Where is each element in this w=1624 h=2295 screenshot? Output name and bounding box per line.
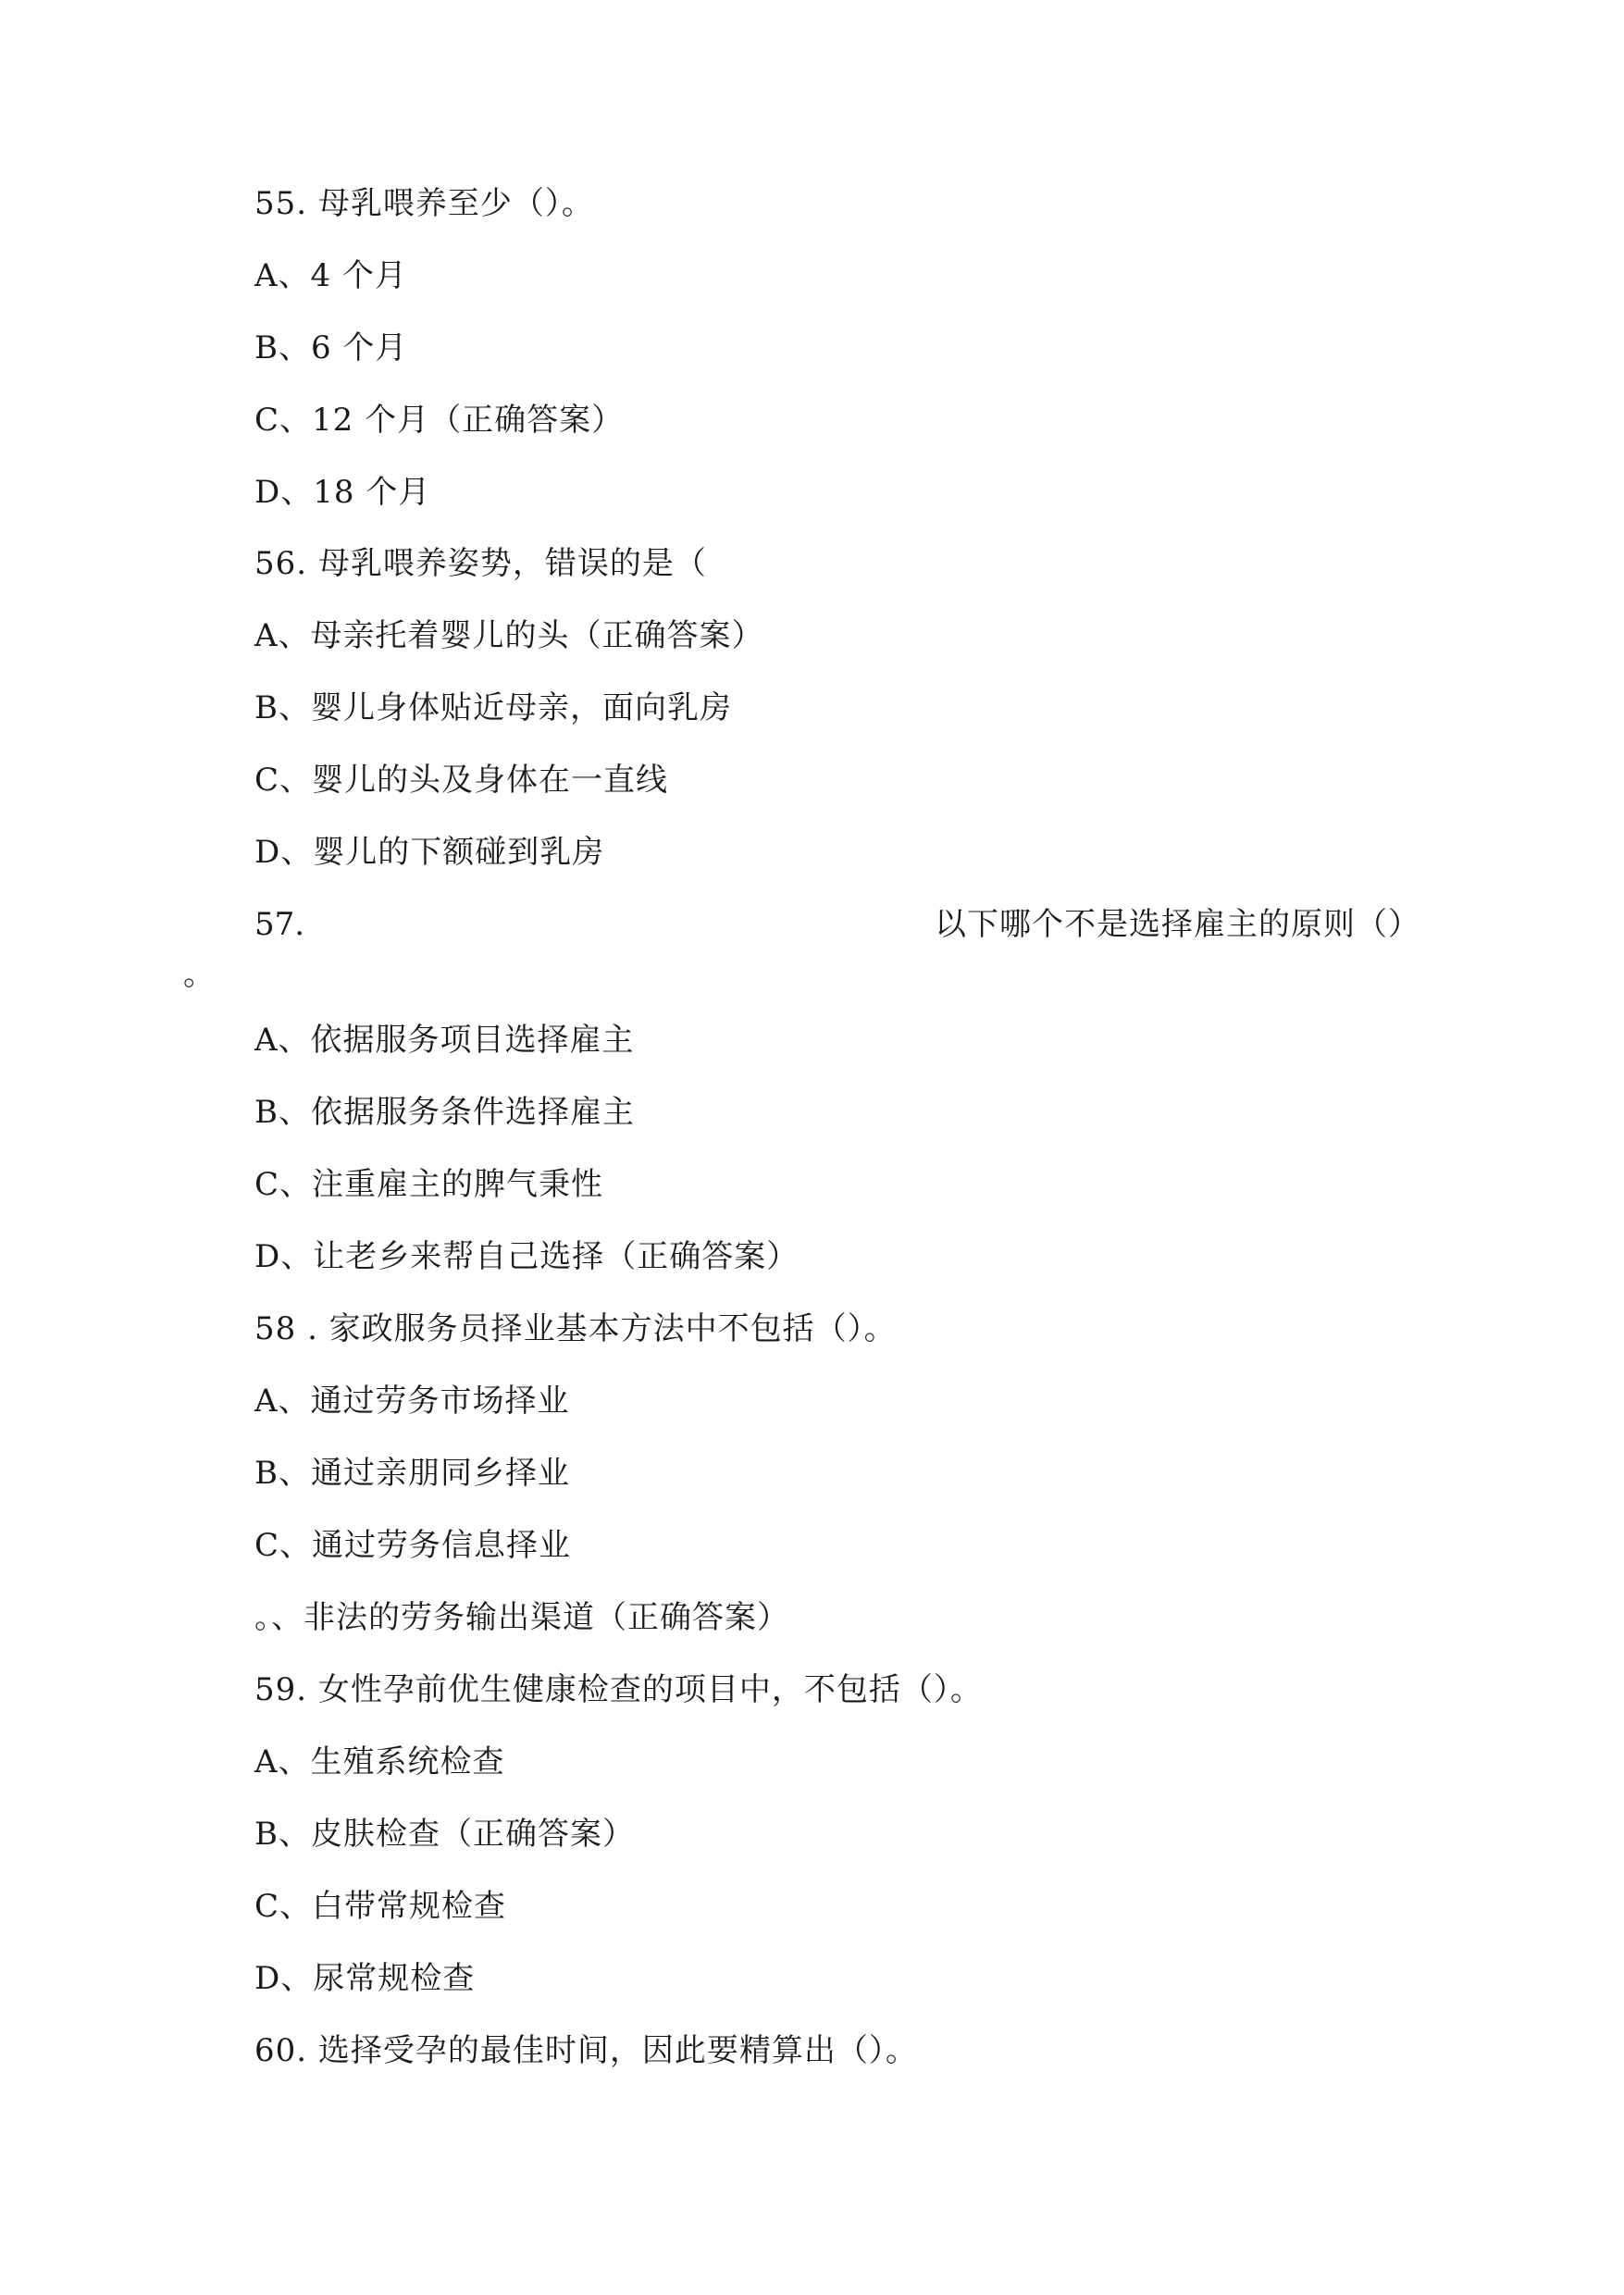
option-59-b: B、皮肤检查（正确答案） bbox=[254, 1816, 635, 1853]
option-57-a: A、依据服务项目选择雇主 bbox=[254, 1022, 635, 1059]
question-60: 60. 选择受孕的最佳时间，因此要精算出（）。 bbox=[254, 2032, 918, 2069]
option-59-d: D、尿常规检查 bbox=[254, 1960, 476, 1997]
option-55-d: D、18 个月 bbox=[254, 474, 431, 511]
option-57-d: D、让老乡来帮自己选择（正确答案） bbox=[254, 1238, 800, 1275]
option-55-c: C、12 个月（正确答案） bbox=[254, 402, 625, 439]
question-55: 55. 母乳喂养至少（）。 bbox=[254, 185, 594, 222]
option-56-d: D、婴儿的下额碰到乳房 bbox=[254, 834, 605, 871]
option-57-b: B、依据服务条件选择雇主 bbox=[254, 1094, 635, 1131]
option-57-c: C、注重雇主的脾气秉性 bbox=[254, 1166, 604, 1203]
option-56-a: A、母亲托着婴儿的头（正确答案） bbox=[254, 617, 764, 654]
option-56-c: C、婴儿的头及身体在一直线 bbox=[254, 762, 669, 799]
question-58: 58 . 家政服务员择业基本方法中不包括（）。 bbox=[254, 1310, 897, 1347]
question-57-number: 57. bbox=[254, 906, 305, 943]
option-58-b: B、通过亲朋同乡择业 bbox=[254, 1455, 570, 1492]
option-56-b: B、婴儿身体贴近母亲，面向乳房 bbox=[254, 689, 732, 726]
question-56: 56. 母乳喂养姿势，错误的是（ bbox=[254, 545, 707, 582]
option-55-a: A、4 个月 bbox=[254, 257, 407, 294]
option-58-d: 。、非法的劳务输出渠道（正确答案） bbox=[254, 1599, 789, 1636]
question-57-tail: 。 bbox=[183, 956, 215, 993]
option-58-a: A、通过劳务市场择业 bbox=[254, 1383, 570, 1420]
option-59-a: A、生殖系统检查 bbox=[254, 1743, 505, 1780]
option-58-c: C、通过劳务信息择业 bbox=[254, 1527, 572, 1564]
question-57-text: 以下哪个不是选择雇主的原则（） bbox=[935, 906, 1420, 943]
question-59: 59. 女性孕前优生健康检查的项目中，不包括（）。 bbox=[254, 1671, 983, 1708]
option-55-b: B、6 个月 bbox=[254, 329, 408, 366]
option-59-c: C、白带常规检查 bbox=[254, 1888, 507, 1925]
